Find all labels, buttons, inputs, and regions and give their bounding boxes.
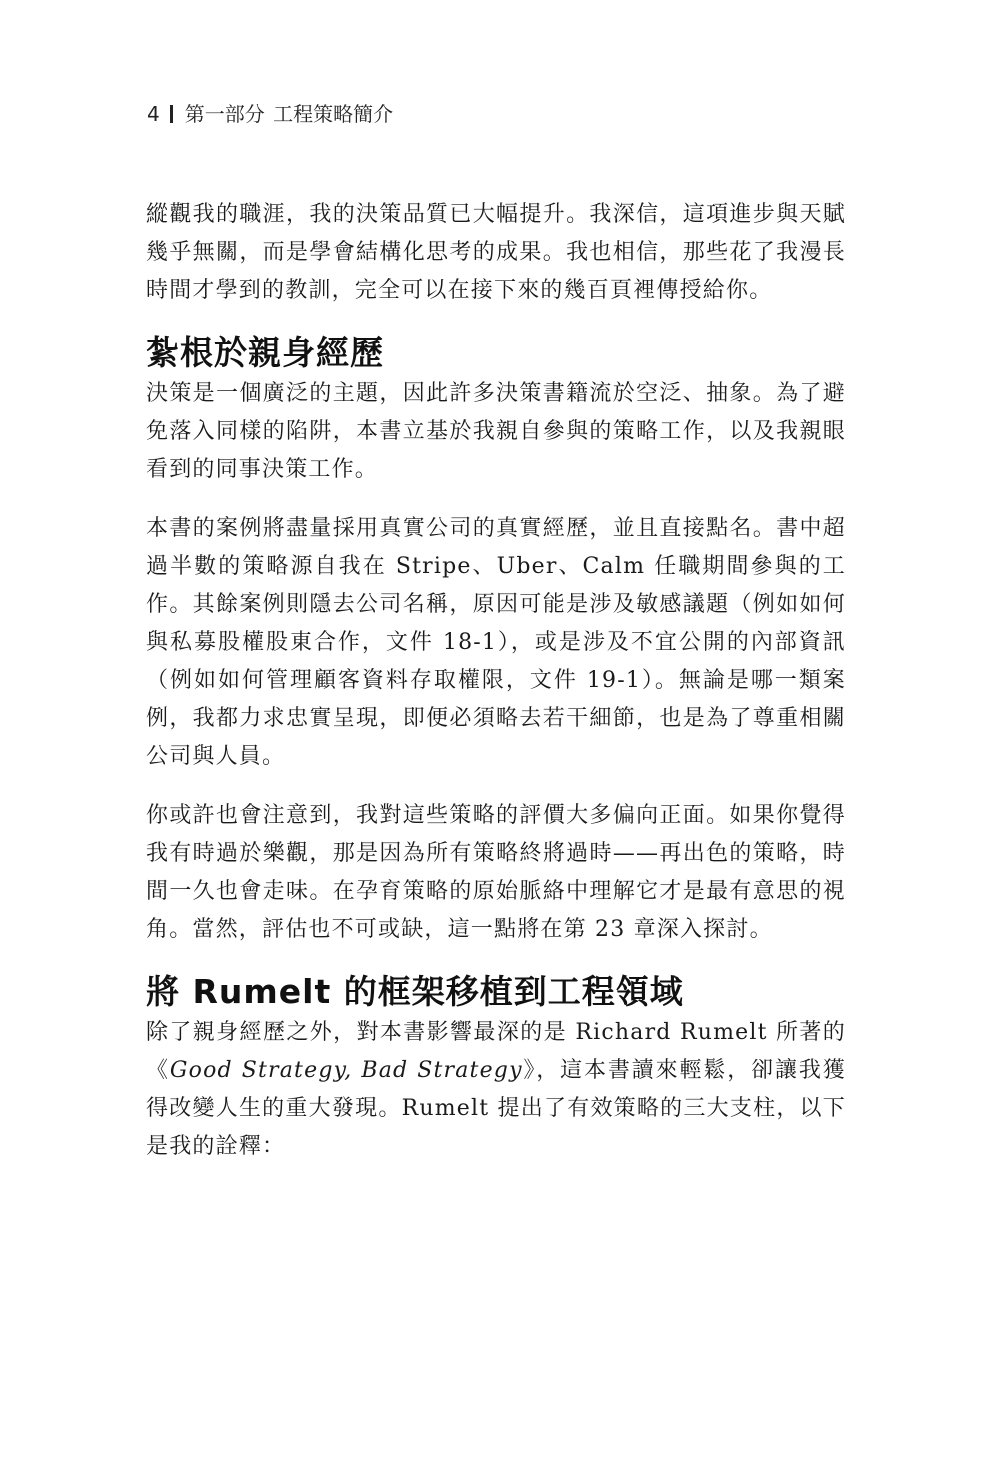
header-separator xyxy=(170,105,173,123)
page-number: 4 xyxy=(147,102,160,126)
page-body xyxy=(146,196,846,1187)
paragraph-positive-evaluation: 你或許也會注意到，我對這些策略的評價大多偏向正面。如果你覺得我有時過於樂觀，那是因為所有策略終將過時——再出色的策略，時間一久也會走味。在孕育策略的原始脈絡中理解它才是最有意思的視角。當然，評估也不可或缺，這一點將在第 23 章深入探討。 xyxy=(146,803,846,942)
heading-personal-experience: 紮根於親身經歷 xyxy=(146,333,384,372)
rumelt-text-before: 除了親身經歷之外，對本書影響最深的是 Richard Rumelt 所著的《 xyxy=(146,1020,846,1083)
paragraph-real-cases: 本書的案例將盡量採用真實公司的真實經歷，並且直接點名。書中超過半數的策略源自我在 Stripe、Uber、Calm 任職期間參與的工作。其餘案例則隱去公司名稱，原因可能是涉及敏感議題（例如如何與私募股權股東合作，文件 18-1），或是涉及不宜公開的內部資訊（例如如何管理顧客資料存取權限，文件 19-1）。無論是哪一類案例，我都力求忠實呈現，即便必須略去若干細節，也是為了尊重相關公司與人員。 xyxy=(146,516,846,769)
paragraph-rumelt xyxy=(146,1014,846,1166)
section-title: 工程策略簡介 xyxy=(273,102,394,126)
paragraph-career: 縱觀我的職涯，我的決策品質已大幅提升。我深信，這項進步與天賦幾乎無關，而是學會結構化思考的成果。我也相信，那些花了我漫長時間才學到的教訓，完全可以在接下來的幾百頁裡傳授給你。 xyxy=(146,202,846,303)
part-label: 第一部分 xyxy=(184,102,265,126)
rumelt-text-after: 》，這本書讀來輕鬆，卻讓我獲得改變人生的重大發現。Rumelt 提出了有效策略的三大支柱，以下是我的詮釋： xyxy=(146,1058,846,1159)
paragraph-decision-topic: 決策是一個廣泛的主題，因此許多決策書籍流於空泛、抽象。為了避免落入同樣的陷阱，本書立基於我親自參與的策略工作，以及我親眼看到的同事決策工作。 xyxy=(146,381,846,482)
heading-rumelt-framework: 將 Rumelt 的框架移植到工程領域 xyxy=(146,972,684,1011)
running-head xyxy=(147,100,393,128)
book-title: Good Strategy, Bad Strategy xyxy=(169,1058,523,1083)
